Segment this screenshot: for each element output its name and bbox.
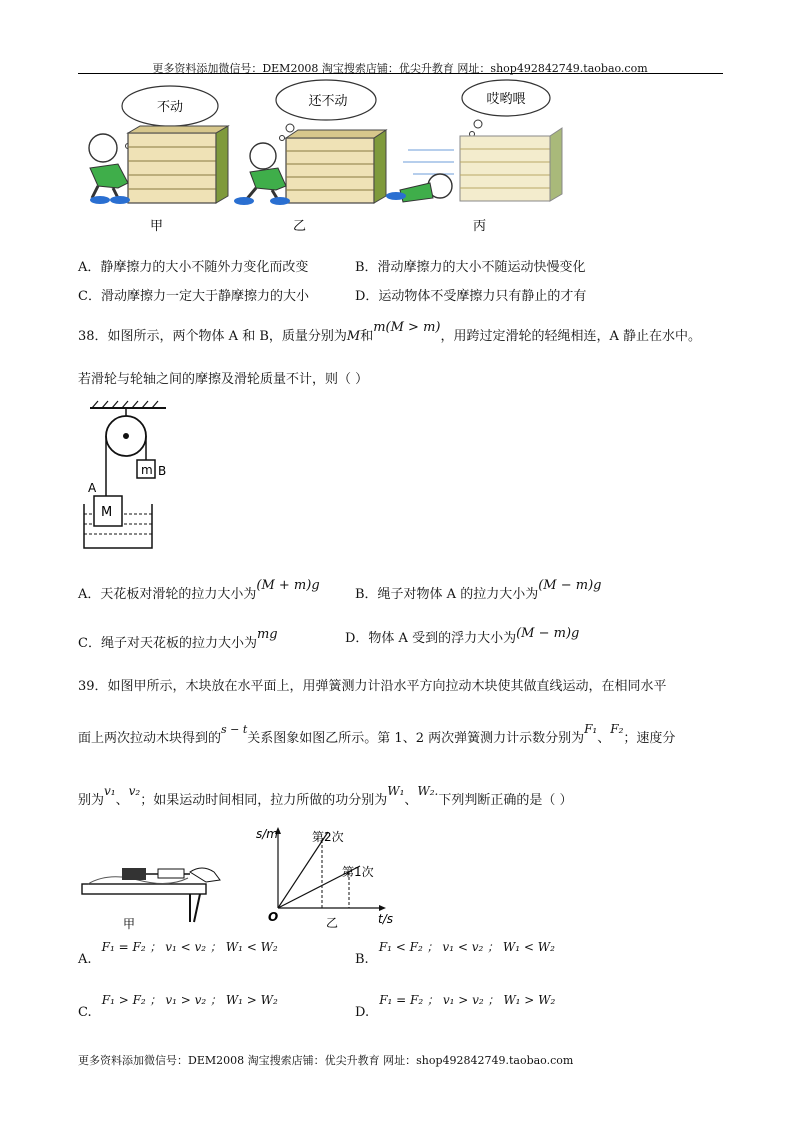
page-footer: 更多资料添加微信号：DEM2008 淘宝搜索店铺：优尖升教育 网址：shop492842749.taobao.com [78, 1054, 574, 1067]
block-M-label: M [101, 505, 113, 520]
origin-label: O [268, 910, 279, 924]
graph-caption: 乙 [326, 916, 339, 930]
q38-stem-end: ，用跨过定滑轮的轻绳相连，A 静止在水中。 [440, 329, 702, 344]
header-divider [78, 73, 723, 74]
q39-option-d[interactable]: D. F₁ = F₂ ； v₁ > v₂ ； W₁ > W₂ [355, 993, 556, 1020]
q38-option-c[interactable]: C．绳子对天花板的拉力大小为mg [78, 627, 278, 651]
pulley-figure [82, 400, 172, 552]
block-m-label: m [141, 463, 153, 477]
bubble-jia: 不动 [156, 100, 184, 115]
bubble-bing: 哎哟喂 [486, 92, 526, 107]
page-header: 更多资料添加微信号：DEM2008 淘宝搜索店铺：优尖升教育 网址：shop492842749.taobao.com [152, 62, 648, 75]
series-label-2: 第2次 [312, 830, 344, 844]
q38-stem-line2: 若滑轮与轮轴之间的摩擦及滑轮质量不计，则（ ） [78, 372, 369, 387]
label-B: B [158, 464, 167, 478]
caption-bing: 丙 [473, 219, 487, 234]
q38-option-a[interactable]: A．天花板对滑轮的拉力大小为(M + m)g [78, 578, 320, 602]
q39-option-b[interactable]: B. F₁ < F₂ ； v₁ < v₂ ； W₁ < W₂ [355, 940, 555, 967]
panel-bing [386, 80, 562, 234]
caption-yi: 乙 [293, 219, 307, 234]
y-axis-label: s/m [256, 827, 278, 841]
q38-option-b[interactable]: B．绳子对物体 A 的拉力大小为(M − m)g [355, 578, 602, 602]
q37-option-b[interactable]: B．滑动摩擦力的大小不随运动快慢变化 [355, 260, 586, 275]
q37-option-a[interactable]: A．静摩擦力的大小不随外力变化而改变 [78, 260, 309, 275]
q39-stem-line2: 面上两次拉动木块得到的$^{s - t}$关系图象如图乙所示。第 1、2 两次弹簧测力计示数分别为F₁、F₂；速度分 [78, 722, 676, 746]
caption-jia: 甲 [150, 219, 164, 234]
q39-stem-line1: 39．如图甲所示，木块放在水平面上，用弹簧测力计沿水平方向拉动木块使其做直线运动，在相同水平 [78, 679, 667, 694]
q38-mass-M: M [346, 329, 361, 344]
label-A: A [88, 481, 97, 495]
q37-option-d[interactable]: D．运动物体不受摩擦力只有静止的才有 [355, 289, 587, 304]
block-on-table-figure [78, 850, 228, 930]
q39-option-a[interactable]: A. F₁ = F₂ ； v₁ < v₂ ； W₁ < W₂ [78, 940, 278, 967]
q38-stem-line1 [78, 320, 702, 344]
friction-cartoon-figure [78, 78, 568, 238]
caption-jia-39: 甲 [123, 917, 136, 930]
q37-option-c[interactable]: C．滑动摩擦力一定大于静摩擦力的大小 [78, 289, 309, 304]
q38-stem-intro: 38．如图所示，两个物体 A 和 B，质量分别为 [78, 329, 347, 344]
q38-option-d[interactable]: D．物体 A 受到的浮力大小为(M − m)g [345, 626, 580, 646]
series-label-1: 第1次 [342, 865, 374, 879]
x-axis-label: t/s [378, 912, 393, 926]
q39-stem-line3: 别为v₁、v₂；如果运动时间相同，拉力所做的功分别为W₁、W₂.下列判断正确的是（ ） [78, 784, 573, 808]
panel-jia [89, 86, 228, 234]
q38-and: 和 [360, 329, 374, 344]
panel-yi [234, 80, 386, 234]
s-t-graph [250, 826, 400, 930]
bubble-yi: 还不动 [308, 94, 348, 109]
q39-option-c[interactable]: C. F₁ > F₂ ； v₁ > v₂ ； W₁ > W₂ [78, 993, 278, 1020]
q38-mass-condition: m(M > m) [373, 320, 441, 335]
